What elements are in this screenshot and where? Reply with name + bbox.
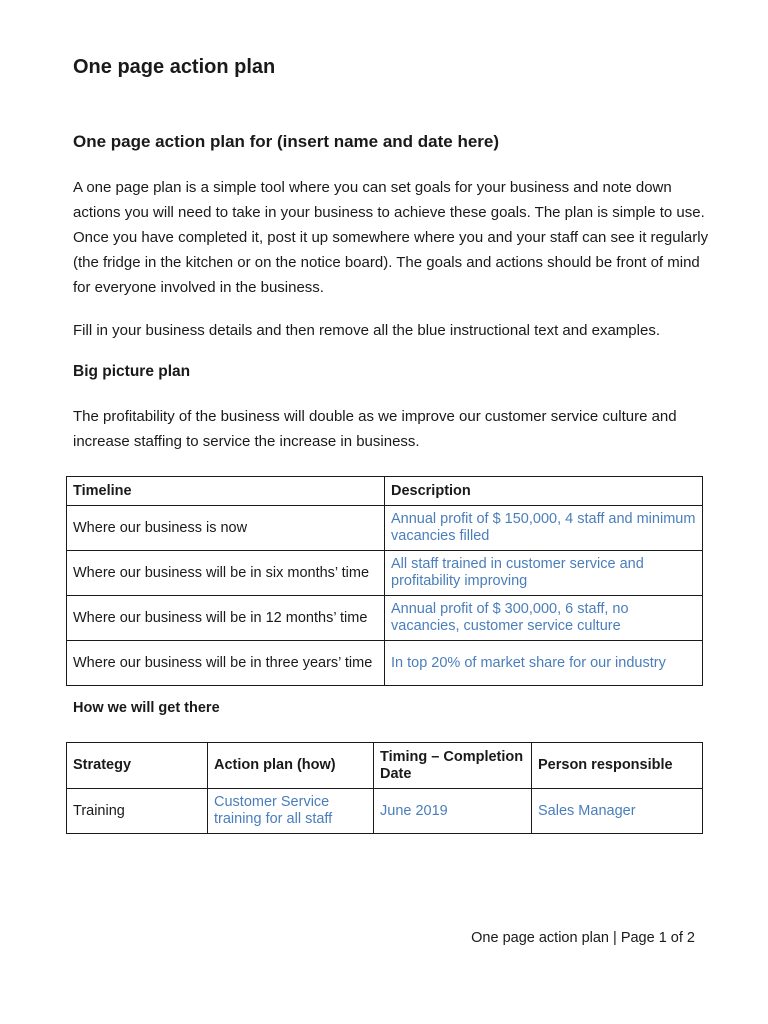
description-cell: All staff trained in customer service and profitability improving <box>385 551 703 596</box>
column-header-person: Person responsible <box>532 743 703 789</box>
description-cell: Annual profit of $ 300,000, 6 staff, no vacancies, customer service culture <box>385 596 703 641</box>
column-header-timeline: Timeline <box>67 477 385 506</box>
table-header-row <box>67 477 703 506</box>
plan-subtitle: One page action plan for (insert name and date here) <box>73 132 500 151</box>
timeline-cell: Where our business is now <box>67 506 385 551</box>
table-row <box>67 596 703 641</box>
instruction-paragraph: Fill in your business details and then remove all the blue instructional text and examples. <box>73 322 660 339</box>
strategy-table <box>66 742 703 834</box>
timeline-cell: Where our business will be in 12 months’ time <box>67 596 385 641</box>
big-picture-heading: Big picture plan <box>73 363 191 380</box>
table-row <box>67 641 703 686</box>
column-header-timing: Timing – Completion Date <box>374 743 532 789</box>
timeline-table <box>66 476 703 686</box>
strategy-cell: Training <box>67 789 208 834</box>
page-footer: One page action plan | Page 1 of 2 <box>471 930 695 946</box>
how-we-get-there-heading: How we will get there <box>73 700 220 716</box>
table-row <box>67 551 703 596</box>
big-picture-paragraph: The profitability of the business will double as we improve our customer service culture and increase staffing to service the increase in business. <box>73 408 677 450</box>
table-header-row <box>67 743 703 789</box>
column-header-description: Description <box>385 477 703 506</box>
page-title: One page action plan <box>73 56 276 78</box>
action-cell: Customer Service training for all staff <box>208 789 374 834</box>
description-cell: In top 20% of market share for our industry <box>385 641 703 686</box>
timing-cell: June 2019 <box>374 789 532 834</box>
timeline-cell: Where our business will be in three years’ time <box>67 641 385 686</box>
description-cell: Annual profit of $ 150,000, 4 staff and minimum vacancies filled <box>385 506 703 551</box>
person-cell: Sales Manager <box>532 789 703 834</box>
column-header-action-plan: Action plan (how) <box>208 743 374 789</box>
column-header-strategy: Strategy <box>67 743 208 789</box>
timeline-cell: Where our business will be in six months’ time <box>67 551 385 596</box>
table-row <box>67 789 703 834</box>
table-row <box>67 506 703 551</box>
intro-paragraph: A one page plan is a simple tool where you can set goals for your business and note down actions you will need to take in your business to achieve these goals. The plan is simple to use. Once you have completed it, post it up somewhere where you and your staff can see it regularly (the fridge in the kitchen or on the notice board). The goals and actions should be front of mind for everyone involved in the business. <box>73 179 709 296</box>
